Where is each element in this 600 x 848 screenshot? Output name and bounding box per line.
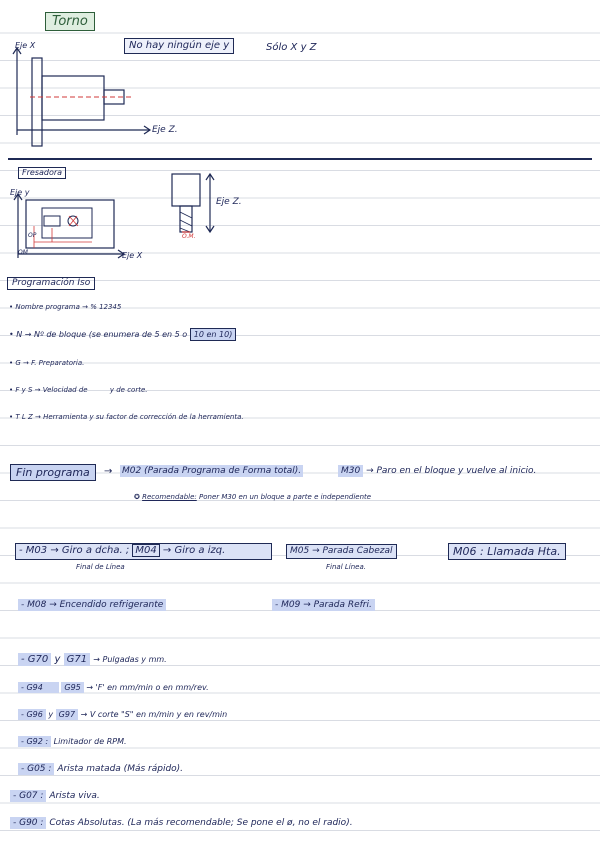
m03-desc: Giro a dcha. — [61, 545, 123, 556]
recommendation — [134, 494, 371, 501]
m09-text: M09 → Parada Refri. — [281, 600, 372, 610]
iso-item-tlz: • T L Z → Herramienta y su factor de corrección de la herramienta. — [9, 413, 244, 421]
g95-code: G95 — [61, 682, 83, 693]
iso-item-n: • N → Nº de bloque (se enumera de 5 en 5 o 10 en 10) — [9, 331, 236, 339]
final-linea-2: Final Línea. — [326, 563, 366, 571]
torno-note-rest: Sólo X y Z — [266, 42, 317, 53]
torno-axis-x: Eje X — [15, 41, 36, 50]
g05-desc: Arista matada (Más rápido). — [57, 764, 184, 774]
g90-line: - G90 : Cotas Absolutas. (La más recomendable; Se pone el ø, no el radio). — [10, 819, 353, 828]
g94-line: - G94 G95 → 'F' en mm/min o en mm/rev. — [18, 684, 209, 692]
tool-diagram — [168, 172, 228, 252]
iso-item-fs: • F y S → Velocidad de y de corte. — [9, 386, 148, 394]
g97-code: G97 — [56, 709, 78, 720]
fresadora-axis-x: Eje X — [122, 251, 143, 260]
g96-code: G96 — [26, 710, 43, 719]
fin-arrow: → — [104, 466, 113, 477]
g71-code: G71 — [64, 653, 90, 666]
star-icon: ✪ — [134, 493, 140, 501]
m06-box: M06 : Llamada Hta. — [448, 543, 566, 560]
m02-text: M02 (Parada Programa de Forma total). — [122, 466, 302, 476]
g07-desc: Arista viva. — [49, 791, 100, 801]
g07-code: G07 : — [19, 791, 44, 801]
iso-item-nombre: • Nombre programa → % 12345 — [9, 303, 122, 311]
m03-line: - M03 → Giro a dcha. ; M04 → Giro a izq. — [19, 545, 226, 556]
g70-join: y — [54, 654, 61, 665]
g70-code: G70 — [27, 654, 49, 665]
g70-line: - G70 y G71 → Pulgadas y mm. — [18, 655, 167, 665]
fresadora-axis-z: Eje Z. — [216, 197, 242, 207]
iso-item-tlz-text: T L Z → Herramienta y su factor de corrección de la herramienta. — [15, 413, 244, 421]
fresadora-om2-label: O.M. — [182, 233, 196, 240]
g94-desc: → 'F' en mm/min o en mm/rev. — [86, 683, 209, 692]
m08-line: - M08 → Encendido refrigerante — [18, 601, 166, 610]
fresadora-title: Fresadora — [18, 167, 66, 179]
section-divider — [8, 158, 592, 160]
torno-note-boxed: No hay ningún eje y — [124, 38, 234, 54]
fresadora-axis-y: Eje y — [10, 188, 30, 197]
m02-description — [120, 467, 303, 476]
m04-code: M04 — [132, 544, 159, 557]
m05-box: M05 → Parada Cabezal — [286, 544, 397, 559]
rec-label: Recomendable: — [142, 493, 197, 501]
g70-desc: → Pulgadas y mm. — [93, 655, 167, 664]
iso-item-fs-text: F y S → Velocidad de y de corte. — [15, 386, 148, 394]
g92-desc: Limitador de RPM. — [53, 737, 127, 746]
g92-line: - G92 : Limitador de RPM. — [18, 738, 127, 746]
iso-item-g-text: G → F. Preparatoria. — [15, 359, 85, 367]
iso-item-g: • G → F. Preparatoria. — [9, 359, 85, 367]
g90-desc: Cotas Absolutas. (La más recomendable; Se pone el ø, no el radio). — [49, 818, 353, 828]
m04-desc: Giro a izq. — [174, 545, 226, 556]
iso-item-nombre-text: Nombre programa → % 12345 — [15, 303, 122, 311]
torno-axis-z: Eje Z. — [152, 125, 178, 135]
m30-description: Paro en el bloque y vuelve al inicio. — [376, 466, 537, 476]
fin-programa-label: Fin programa — [10, 464, 96, 481]
g90-code: G90 : — [19, 818, 44, 828]
final-linea-1: Final de Línea — [76, 563, 125, 571]
m30-line: M30 → Paro en el bloque y vuelve al inicio. — [338, 467, 536, 476]
g07-line: - G07 : Arista viva. — [10, 792, 100, 801]
iso-item-n-text: N → Nº de bloque (se enumera de 5 en 5 o — [16, 330, 188, 339]
g96-desc: → V corte "S" en m/min y en rev/min — [80, 710, 228, 719]
iso-title: Programación Iso — [7, 277, 95, 290]
g94-code: G94 — [26, 683, 43, 692]
g05-code: G05 : — [27, 764, 52, 774]
g96-line: - G96 y G97 → V corte "S" en m/min y en rev/min — [18, 711, 227, 719]
torno-title: Torno — [45, 12, 95, 31]
m30-code: M30 — [338, 465, 363, 477]
m03-code: M03 — [25, 545, 48, 556]
g96-join: y — [48, 710, 54, 719]
fresadora-om-label: OM — [18, 249, 28, 256]
g92-code: G92 : — [26, 737, 49, 746]
rec-text: Poner M30 en un bloque a parte e independiente — [199, 493, 372, 501]
iso-item-n-boxed: 10 en 10) — [190, 328, 237, 341]
m08-text: M08 → Encendido refrigerante — [27, 600, 164, 610]
fresadora-op-label: OP — [28, 232, 37, 239]
m09-line: - M09 → Parada Refri. — [272, 601, 375, 610]
g05-line: - G05 : Arista matada (Más rápido). — [18, 765, 183, 774]
